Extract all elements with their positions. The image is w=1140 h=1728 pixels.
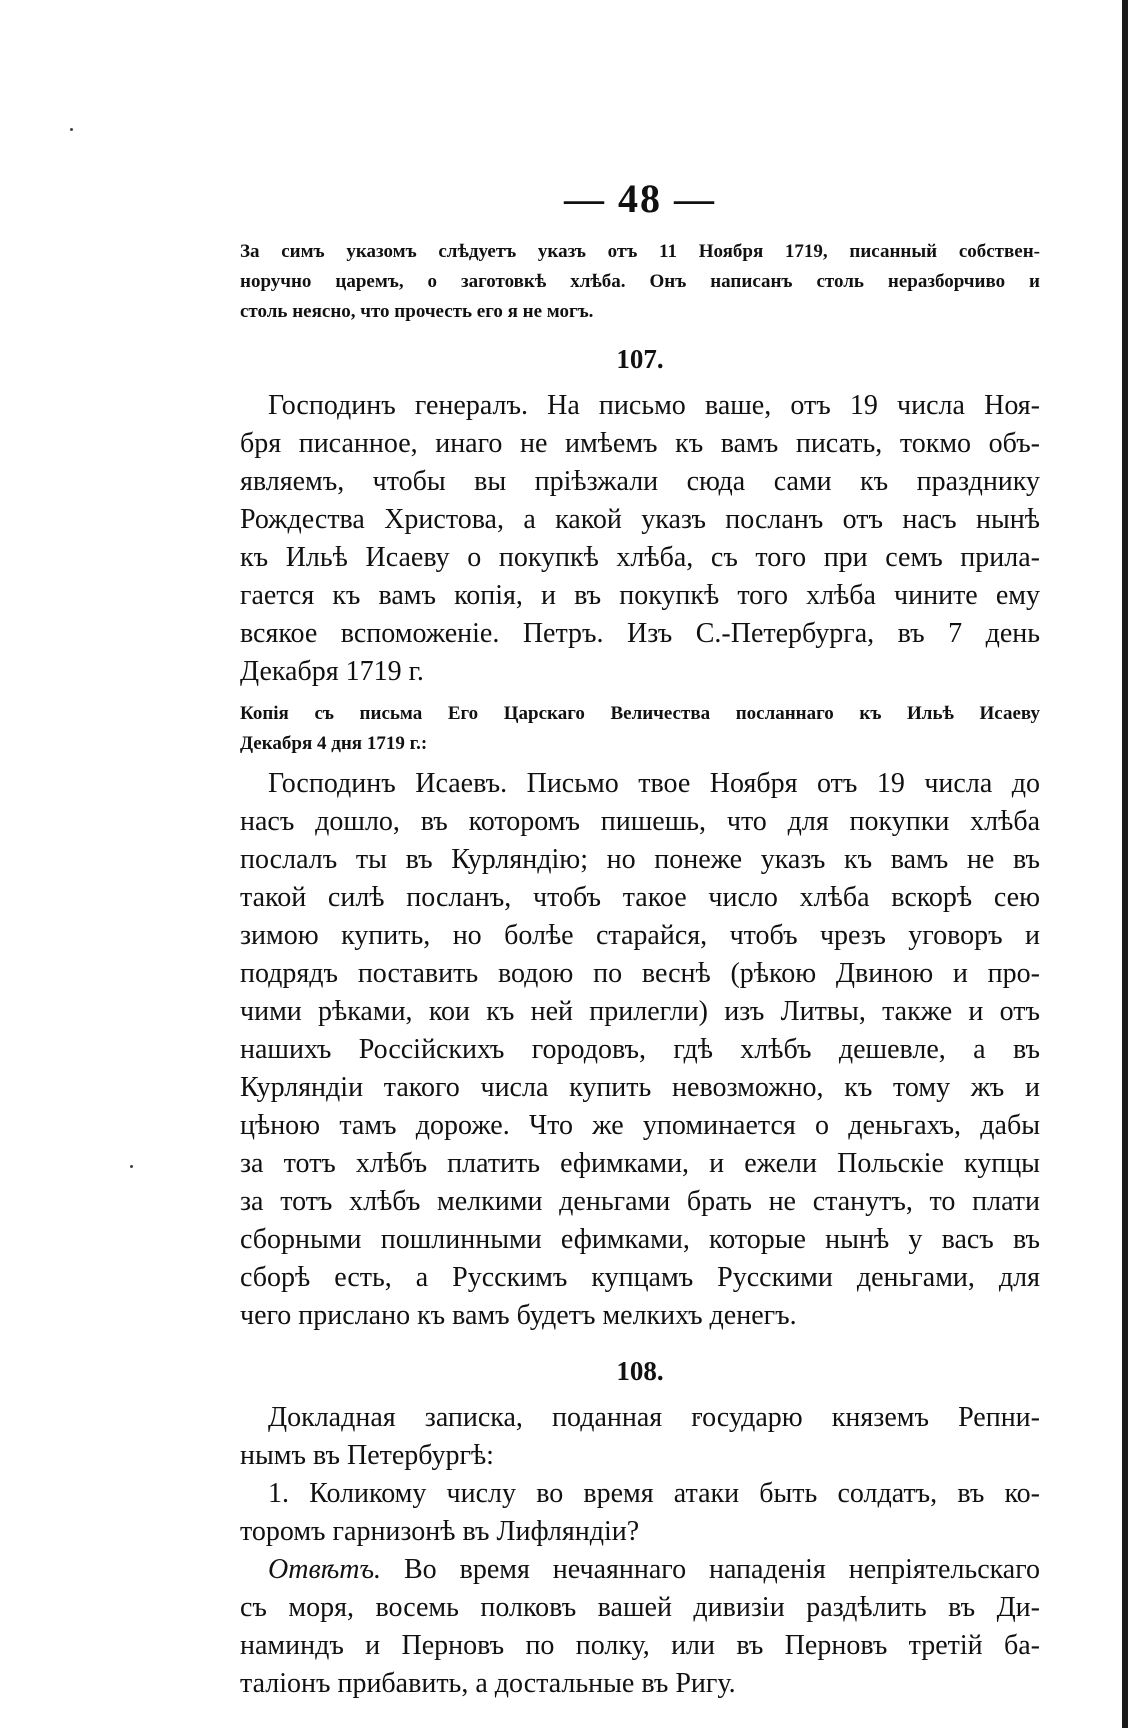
scan-speck [130, 1165, 133, 1168]
copy-letter [240, 765, 1040, 1335]
copy-note-line: Копія съ письма Его Царскаго Величества посланнаго къ Ильѣ Исаеву [240, 703, 1040, 724]
intro-note [240, 237, 1040, 327]
copy-letter-line: чего прислано къ вамъ будетъ мелкихъ денегъ. [240, 1300, 797, 1331]
copy-letter-line: сборными пошлинными ефимками, которые нынѣ у васъ въ [240, 1224, 1040, 1255]
report-intro-line: Докладная записка, поданная государю княземъ Репни- [268, 1402, 1040, 1433]
copy-letter-line: Господинъ Исаевъ. Письмо твое Ноября отъ 19 числа до [268, 768, 1040, 799]
copy-letter-line: чими рѣками, кои къ ней прилегли) изъ Литвы, также и отъ [240, 996, 1040, 1027]
page-edge-rule [1122, 0, 1128, 1728]
letter-line: бря писанное, инаго не имѣемъ къ вамъ писать, токмо объ- [240, 428, 1040, 459]
intro-note-line: норучно царемъ, о заготовкѣ хлѣба. Онъ написанъ столь неразборчиво и [240, 271, 1040, 292]
section-number-107: 107. [616, 344, 664, 374]
scan-speck [70, 128, 73, 131]
copy-note-line: Декабря 4 дня 1719 г.: [240, 733, 428, 754]
letter-line: являемъ, чтобы вы пріѣзжали сюда сами къ празднику [240, 466, 1040, 497]
letter-line: гается къ вамъ копія, и въ покупкѣ того хлѣба чините ему [240, 580, 1040, 611]
letter-107 [240, 387, 1040, 691]
copy-letter-line: насъ дошло, въ которомъ пишешь, что для покупки хлѣба [240, 806, 1040, 837]
text-column [240, 175, 1040, 1703]
copy-letter-line: зимою купить, но болѣе старайся, чтобъ чрезъ уговоръ и [240, 920, 1040, 951]
answer-label: Отвѣтъ. [268, 1554, 382, 1585]
letter-line: Рождества Христова, а какой указъ посланъ отъ насъ нынѣ [240, 504, 1040, 535]
copy-letter-line: за тотъ хлѣбъ мелкими деньгами брать не станутъ, то плати [240, 1186, 1040, 1217]
copy-letter-line: цѣною тамъ дороже. Что же упоминается о деньгахъ, дабы [240, 1110, 1040, 1141]
copy-letter-line: сборѣ есть, а Русскимъ купцамъ Русскими деньгами, для [240, 1262, 1040, 1293]
intro-note-line: столь неясно, что прочесть его я не могъ. [240, 301, 594, 322]
report-intro-line: нымъ въ Петербургѣ: [240, 1440, 494, 1471]
answer-line: съ моря, восемь полковъ вашей дивизіи раздѣлить въ Ди- [240, 1592, 1040, 1623]
intro-note-line: За симъ указомъ слѣдуетъ указъ отъ 11 Ноября 1719, писанный собствен- [240, 241, 1040, 262]
copy-letter-line: нашихъ Россійскихъ городовъ, гдѣ хлѣбъ дешевле, а въ [240, 1034, 1040, 1065]
question-line: торомъ гарнизонѣ въ Лифляндіи? [240, 1516, 640, 1547]
answer-first-line [240, 1551, 1040, 1589]
answer-first-text: Во время нечаяннаго нападенія непріятельскаго [403, 1554, 1041, 1585]
report-108 [240, 1399, 1040, 1703]
letter-line: всякое вспоможеніе. Петръ. Изъ С.-Петербурга, въ 7 день [240, 618, 1040, 649]
copy-letter-line: послалъ ты въ Курляндію; но понеже указъ къ вамъ не въ [240, 844, 1040, 875]
answer-line: таліонъ прибавить, а достальные въ Ригу. [240, 1668, 736, 1699]
letter-line: къ Ильѣ Исаеву о покупкѣ хлѣба, съ того при семъ прила- [240, 542, 1040, 573]
letter-line: Господинъ генералъ. На письмо ваше, отъ 19 числа Ноя- [268, 390, 1040, 421]
copy-letter-line: подрядъ поставить водою по веснѣ (рѣкою Двиною и про- [240, 958, 1040, 989]
letter-line: Декабря 1719 г. [240, 656, 424, 687]
copy-note [240, 699, 1040, 759]
page-number: — 48 — [564, 176, 716, 221]
section-number-108: 108. [616, 1356, 664, 1386]
question-line: 1. Коликому числу во время атаки быть солдатъ, въ ко- [268, 1478, 1040, 1509]
answer-line: наминдъ и Перновъ по полку, или въ Перновъ третій ба- [240, 1630, 1040, 1661]
copy-letter-line: такой силѣ посланъ, чтобъ такое число хлѣба вскорѣ сею [240, 882, 1040, 913]
copy-letter-line: Курляндіи такого числа купить невозможно, къ тому жъ и [240, 1072, 1040, 1103]
copy-letter-line: за тотъ хлѣбъ платить ефимками, и ежели Польскіе купцы [240, 1148, 1040, 1179]
